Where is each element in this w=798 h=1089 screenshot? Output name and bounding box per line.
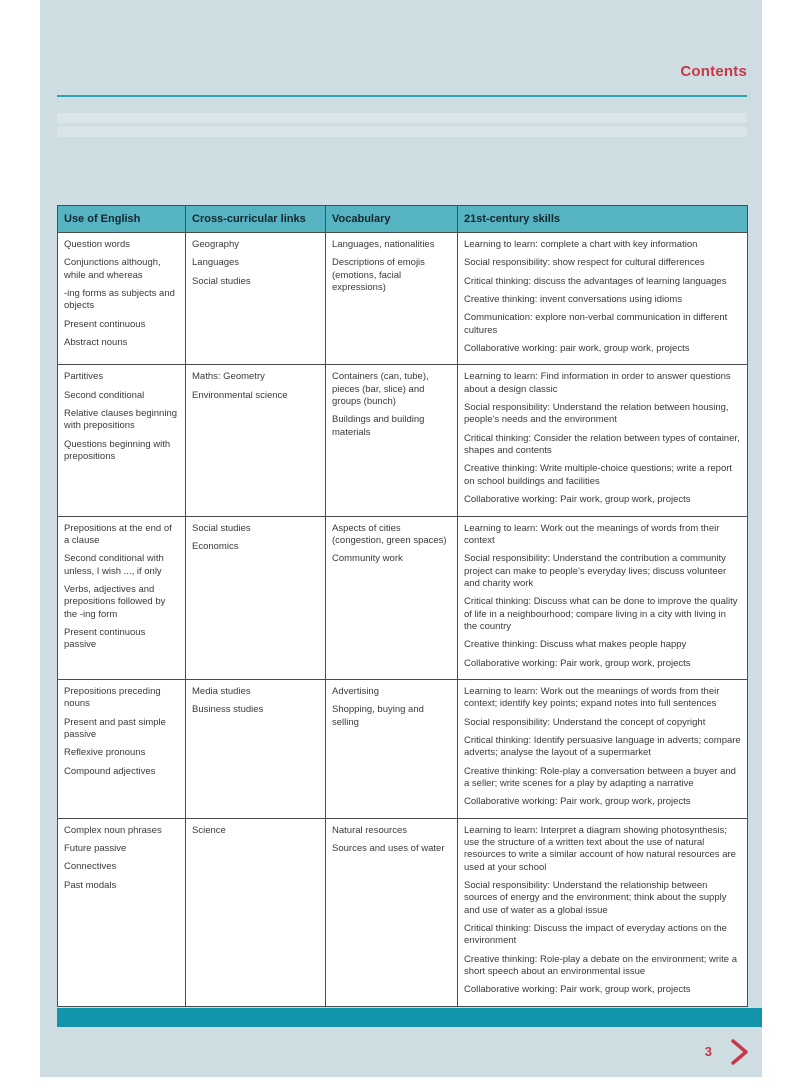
cell-text: Social responsibility: Understand the relationship between sources of energy and the environment; think about the supply and use of water as a global issue	[464, 880, 727, 916]
cell-text: Social responsibility: show respect for cultural differences	[464, 257, 705, 269]
cell-text: Collaborative working: pair work, group work, projects	[464, 343, 690, 355]
page-title: Contents	[680, 63, 747, 80]
cell-cross-curricular-links	[186, 365, 326, 516]
cell-use-of-english	[58, 365, 186, 516]
cell-text: Questions beginning with prepositions	[64, 438, 171, 463]
cell-text: Connectives	[64, 861, 117, 873]
cell-text: Aspects of cities (congestion, green spaces)	[332, 522, 447, 546]
cell-text: Complex noun phrases	[64, 824, 162, 836]
cell-text: Prepositions preceding nouns	[64, 685, 161, 710]
cell-text: Creative thinking: Role-play a debate on the environment; write a short speech about an environmental issue	[464, 953, 738, 978]
cell-text: Critical thinking: discuss the advantages of learning languages	[464, 275, 727, 287]
cell-text: Reflexive pronouns	[64, 747, 146, 759]
cell-text: Partitives	[64, 371, 104, 383]
cell-text: Business studies	[192, 704, 264, 716]
contents-table	[57, 205, 748, 1007]
cell-text: Verbs, adjectives and prepositions followed by the -ing form	[64, 583, 166, 620]
cell-text: Creative thinking: Role-play a conversation between a buyer and a seller; write scenes for a play by adapting a narrative	[464, 765, 736, 789]
cell-text: Learning to learn: Interpret a diagram showing photosynthesis; use the structure of a written text about the use of natural resources to write a similar account of how natural resources are used at your school	[464, 824, 736, 873]
table-row	[58, 365, 748, 516]
cell-text: Natural resources	[332, 824, 407, 836]
cell-text: Social studies	[192, 275, 251, 287]
cell-vocabulary	[326, 365, 458, 516]
title-divider	[57, 95, 747, 97]
cell-twenty-first-century-skills	[458, 233, 748, 365]
cell-text: Critical thinking: Consider the relation between types of container, shapes and contents	[464, 432, 740, 457]
cell-vocabulary	[326, 818, 458, 1006]
cell-text: Collaborative working: Pair work, group work, projects	[464, 796, 691, 808]
cell-text: Critical thinking: Identify persuasive language in adverts; compare adverts; analyse the layout of a supermarket	[464, 734, 741, 759]
faded-band	[57, 127, 747, 137]
cell-text: Learning to learn: Work out the meanings of words from their context	[464, 522, 720, 546]
cell-text: Conjunctions although, while and whereas	[64, 257, 161, 281]
cell-text: Environmental science	[192, 389, 288, 401]
cell-text: Buildings and building materials	[332, 414, 425, 438]
cell-text: -ing forms as subjects and objects	[64, 288, 175, 312]
cell-use-of-english	[58, 516, 186, 679]
cell-text: Critical thinking: Discuss the impact of everyday actions on the environment	[464, 923, 727, 947]
cell-text: Future passive	[64, 843, 127, 855]
cell-text: Second conditional with unless, I wish ..., if only	[64, 553, 164, 577]
page-number: 3	[704, 1044, 712, 1059]
cell-text: Shopping, buying and selling	[332, 704, 424, 728]
cell-text: Critical thinking: Discuss what can be done to improve the quality of life in a neighbourhood; compare living in a city with living in the country	[464, 596, 738, 632]
cell-text: Containers (can, tube), pieces (bar, slice) and groups (bunch)	[332, 371, 429, 408]
cell-twenty-first-century-skills	[458, 818, 748, 1006]
cell-cross-curricular-links	[186, 516, 326, 679]
faded-band	[57, 113, 747, 123]
cell-text: Geography	[192, 239, 240, 250]
cell-text: Collaborative working: Pair work, group work, projects	[464, 494, 691, 506]
cell-text: Compound adjectives	[64, 765, 156, 777]
cell-text: Communication: explore non-verbal communication in different cultures	[464, 312, 728, 336]
cell-cross-curricular-links	[186, 233, 326, 365]
cell-text: Relative clauses beginning with prepositions	[64, 408, 178, 432]
cell-text: Learning to learn: complete a chart with key information	[464, 239, 698, 250]
cell-twenty-first-century-skills	[458, 365, 748, 516]
table-row	[58, 516, 748, 679]
cell-text: Prepositions at the end of a clause	[64, 522, 172, 546]
cell-text: Descriptions of emojis (emotions, facial expressions)	[332, 257, 425, 294]
cell-text: Economics	[192, 540, 239, 552]
cell-text: Second conditional	[64, 389, 145, 401]
cell-text: Social responsibility: Understand the concept of copyright	[464, 716, 706, 728]
cell-twenty-first-century-skills	[458, 679, 748, 818]
cell-text: Advertising	[332, 685, 379, 697]
cell-text: Languages	[192, 257, 240, 269]
table-row	[58, 679, 748, 818]
cell-text: Past modals	[64, 879, 117, 891]
contents-table-body	[58, 233, 748, 1007]
cell-cross-curricular-links	[186, 818, 326, 1006]
cell-text: Languages, nationalities	[332, 239, 435, 250]
cell-text: Present continuous	[64, 318, 146, 330]
column-header-21st-century-skills: 21st-century skills	[458, 206, 748, 233]
cell-text: Learning to learn: Work out the meanings of words from their context; identify key points; expand notes into full sentences	[464, 685, 720, 710]
column-header-vocabulary: Vocabulary	[326, 206, 458, 233]
cell-vocabulary	[326, 233, 458, 365]
cell-text: Sources and uses of water	[332, 843, 445, 855]
cell-text: Present continuous passive	[64, 626, 146, 651]
cell-text: Learning to learn: Find information in order to answer questions about a design classic	[464, 371, 731, 395]
cell-vocabulary	[326, 679, 458, 818]
column-header-use-of-english: Use of English	[58, 206, 186, 233]
cell-text: Collaborative working: Pair work, group work, projects	[464, 984, 691, 996]
table-row	[58, 233, 748, 365]
cell-text: Social studies	[192, 522, 251, 534]
cell-use-of-english	[58, 818, 186, 1006]
next-page-chevron-icon	[726, 1038, 752, 1066]
cell-text: Creative thinking: Write multiple-choice questions; write a report on school buildings and facilities	[464, 463, 733, 487]
table-row	[58, 818, 748, 1006]
cell-use-of-english	[58, 233, 186, 365]
table-header-row	[58, 206, 748, 233]
cell-twenty-first-century-skills	[458, 516, 748, 679]
footer-bar	[57, 1008, 762, 1027]
cell-cross-curricular-links	[186, 679, 326, 818]
cell-text: Social responsibility: Understand the relation between housing, people's needs and the environment	[464, 402, 729, 426]
cell-text: Media studies	[192, 685, 251, 697]
cell-text: Maths: Geometry	[192, 371, 265, 383]
cell-text: Collaborative working: Pair work, group work, projects	[464, 657, 691, 669]
cell-text: Creative thinking: Discuss what makes people happy	[464, 639, 687, 651]
column-header-cross-curricular-links: Cross-curricular links	[186, 206, 326, 233]
cell-text: Question words	[64, 239, 131, 250]
cell-text: Community work	[332, 553, 403, 565]
cell-text: Abstract nouns	[64, 337, 128, 349]
cell-text: Creative thinking: invent conversations using idioms	[464, 294, 683, 306]
cell-text: Science	[192, 824, 226, 836]
cell-vocabulary	[326, 516, 458, 679]
cell-use-of-english	[58, 679, 186, 818]
cell-text: Social responsibility: Understand the contribution a community project can make to people's everyday lives; discuss volunteer and charity work	[464, 553, 727, 589]
cell-text: Present and past simple passive	[64, 716, 166, 740]
